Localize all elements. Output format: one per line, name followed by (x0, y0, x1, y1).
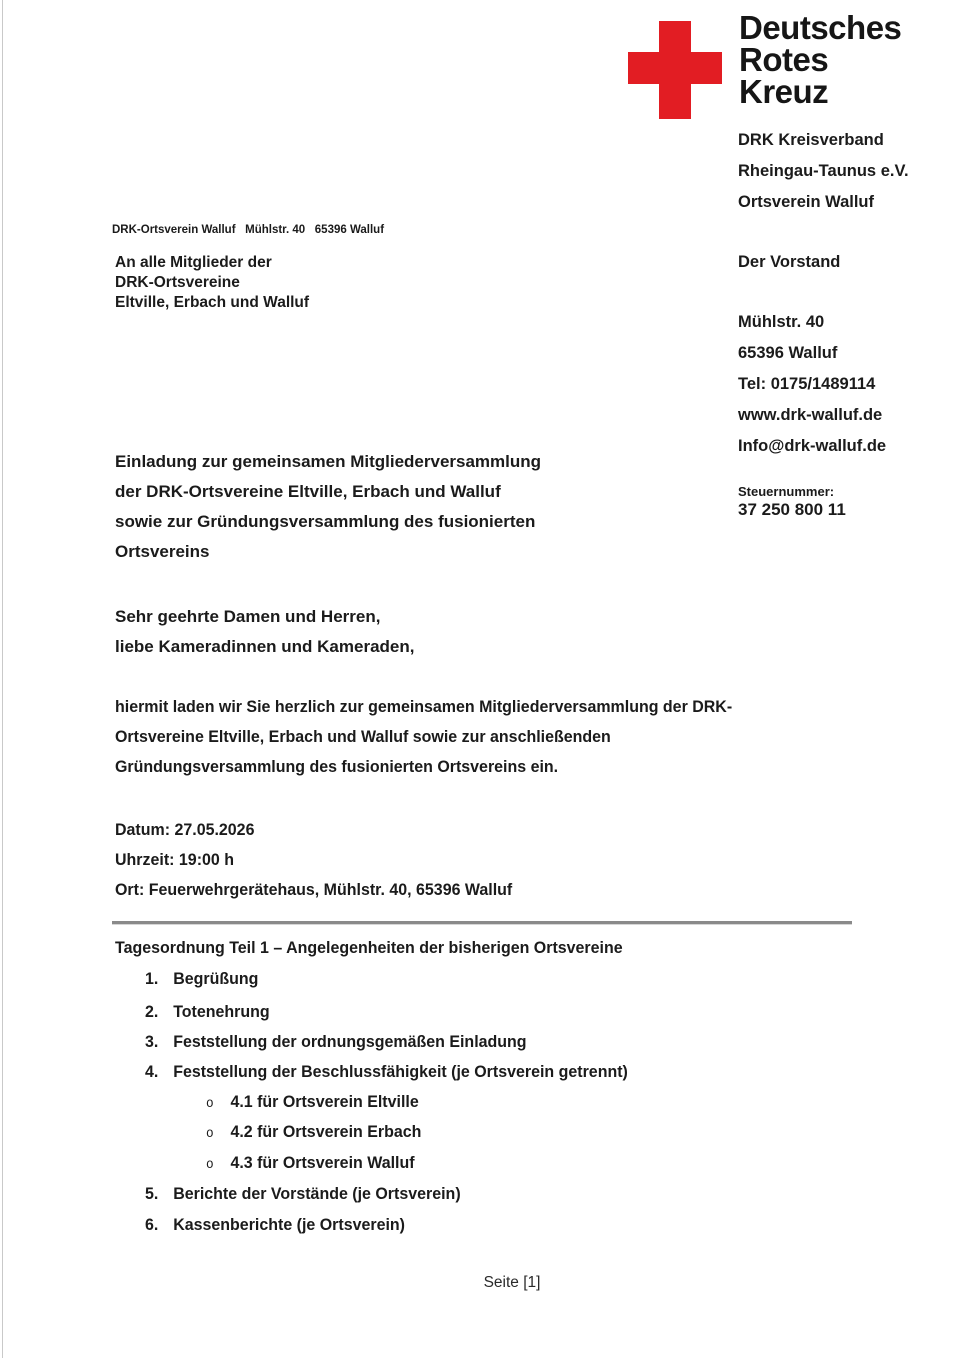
contact-website: www.drk-walluf.de (738, 406, 883, 424)
org-line-region: Rheingau-Taunus e.V. (738, 162, 909, 180)
red-cross-horizontal-bar (628, 52, 722, 84)
agenda-item-1 (145, 969, 258, 989)
subitem-bullet-icon: o (206, 1158, 214, 1173)
body-line-1: hiermit laden wir Sie herzlich zur gemeinsamen Mitgliederversammlung der DRK- (115, 697, 733, 716)
contact-city: 65396 Walluf (738, 344, 838, 362)
subitem-bullet-icon: o (206, 1097, 214, 1112)
contact-street: Mühlstr. 40 (738, 313, 825, 331)
salutation-line-1: Sehr geehrte Damen und Herren, (115, 607, 381, 626)
page-number-label: Seite [1] (483, 1274, 541, 1291)
meeting-location: Ort: Feuerwehrgerätehaus, Mühlstr. 40, 65396 Walluf (115, 880, 513, 899)
subitem-bullet-icon: o (206, 1127, 214, 1142)
agenda-subitem-4-3-text: 4.3 für Ortsverein Walluf (230, 1153, 415, 1172)
red-cross-icon (628, 21, 722, 119)
agenda-item-6-number: 6. (145, 1215, 159, 1234)
organization-name-block (738, 125, 909, 218)
agenda-item-3 (145, 1032, 527, 1052)
body-line-2: Ortsvereine Eltville, Erbach und Walluf sowie zur anschließenden (115, 727, 611, 746)
logo-line-2: Rotes (739, 41, 829, 78)
meeting-date: Datum: 27.05.2026 (115, 820, 255, 839)
subject-line-2: der DRK-Ortsvereine Eltville, Erbach und Walluf (115, 482, 501, 501)
agenda-item-4-number: 4. (145, 1062, 159, 1081)
sender-return-address: DRK-Ortsverein Walluf Mühlstr. 40 65396 Walluf (112, 224, 385, 236)
agenda-item-1-number: 1. (145, 969, 159, 988)
agenda-item-4 (145, 1062, 628, 1082)
agenda-item-5-text: Berichte der Vorstände (je Ortsverein) (173, 1184, 461, 1203)
page-footer (0, 1274, 960, 1292)
agenda-item-2-text: Totenehrung (173, 1002, 270, 1021)
agenda-subitem-4-3 (206, 1153, 415, 1173)
subject-line-4: Ortsvereins (115, 542, 210, 561)
agenda-item-6-text: Kassenberichte (je Ortsverein) (173, 1215, 406, 1234)
org-line-ortsverein: Ortsverein Walluf (738, 193, 875, 211)
body-line-3: Gründungsversammlung des fusionierten Ortsvereins ein. (115, 757, 559, 776)
salutation-block (115, 602, 414, 662)
recipient-line-1: An alle Mitglieder der (115, 254, 272, 271)
agenda-subitem-4-1-text: 4.1 für Ortsverein Eltville (230, 1092, 419, 1111)
org-line-kreisverband: DRK Kreisverband (738, 131, 884, 149)
tax-number-label: Steuernummer: (738, 484, 835, 499)
recipient-line-2: DRK-Ortsvereine (115, 274, 240, 291)
salutation-line-2: liebe Kameradinnen und Kameraden, (115, 637, 415, 656)
subject-line-3: sowie zur Gründungsversammlung des fusionierten (115, 512, 536, 531)
agenda-subitem-4-2-text: 4.2 für Ortsverein Erbach (230, 1122, 422, 1141)
agenda-item-1-text: Begrüßung (173, 969, 259, 988)
recipient-line-3: Eltville, Erbach und Walluf (115, 294, 310, 311)
agenda-subitem-4-1 (206, 1092, 419, 1112)
agenda-item-2-number: 2. (145, 1002, 159, 1021)
meeting-time: Uhrzeit: 19:00 h (115, 850, 234, 869)
agenda-item-6 (145, 1215, 405, 1235)
agenda-item-4-text: Feststellung der Beschlussfähigkeit (je Ortsverein getrennt) (173, 1062, 628, 1081)
agenda-item-5 (145, 1184, 461, 1204)
recipient-address (115, 253, 309, 313)
contact-phone: Tel: 0175/1489114 (738, 375, 876, 393)
contact-email: Info@drk-walluf.de (738, 437, 887, 455)
agenda-heading: Tagesordnung Teil 1 – Angelegenheiten der bisherigen Ortsvereine (115, 938, 623, 957)
agenda-item-3-number: 3. (145, 1032, 159, 1051)
agenda-item-2 (145, 1002, 270, 1022)
logo-line-3: Kreuz (739, 73, 829, 110)
section-divider (112, 921, 852, 925)
vorstand-title: Der Vorstand (738, 253, 841, 271)
page-edge-line (2, 0, 3, 1358)
tax-number-value: 37 250 800 11 (738, 500, 846, 519)
meeting-details (115, 815, 512, 905)
logo-line-1: Deutsches (739, 9, 902, 46)
logo-wordmark (739, 9, 902, 110)
contact-address-block (738, 307, 886, 462)
subject-line-1: Einladung zur gemeinsamen Mitgliederversammlung (115, 452, 542, 471)
agenda-subitem-4-2 (206, 1122, 421, 1142)
body-paragraph (115, 692, 732, 782)
agenda-item-3-text: Feststellung der ordnungsgemäßen Einladung (173, 1032, 527, 1051)
agenda-item-5-number: 5. (145, 1184, 159, 1203)
subject-block (115, 447, 541, 567)
